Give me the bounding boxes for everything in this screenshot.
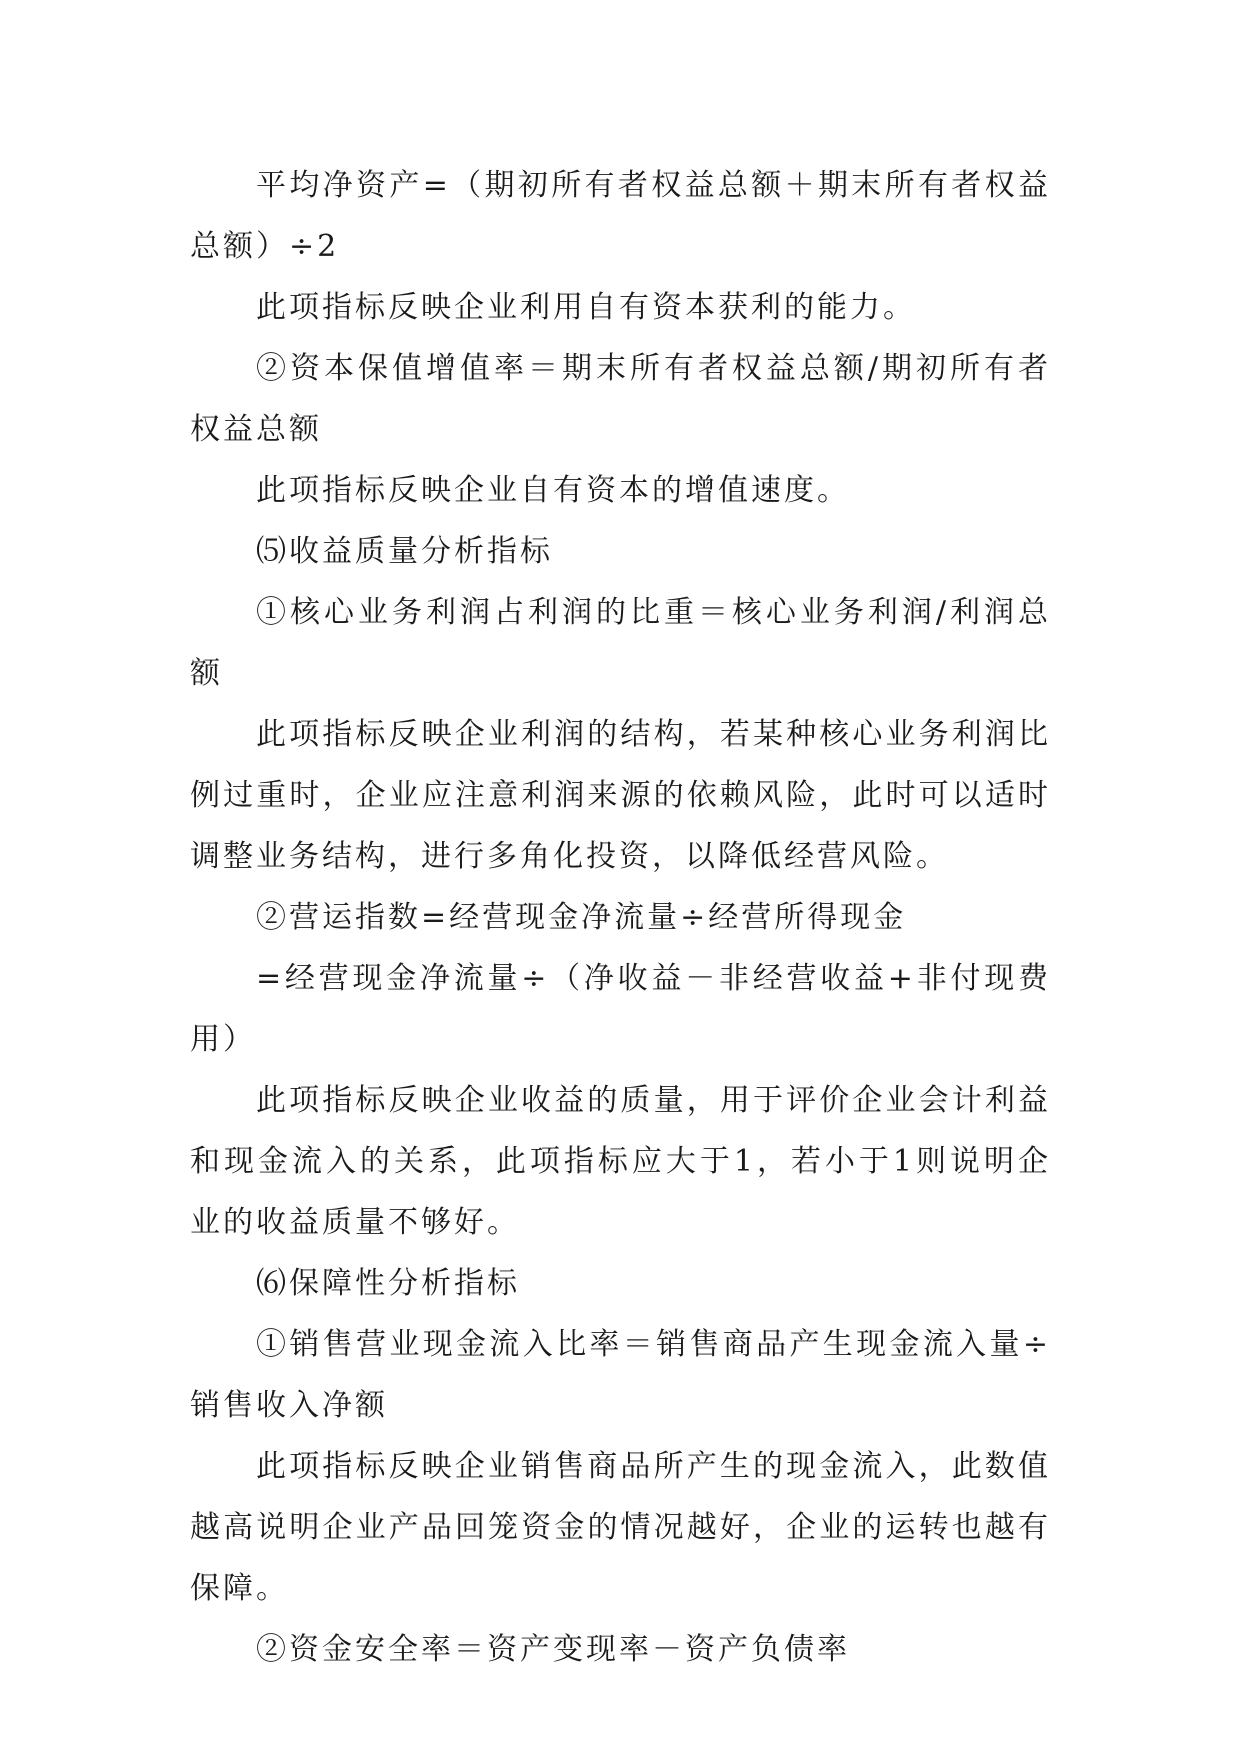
explanation-paragraph: 此项指标反映企业收益的质量，用于评价企业会计利益和现金流入的关系，此项指标应大于1，若小于1则说明企业的收益质量不够好。 [190, 1083, 1051, 1240]
explanation-paragraph: 此项指标反映企业利润的结构，若某种核心业务利润比例过重时，企业应注意利润来源的依赖风险，此时可以适时调整业务结构，进行多角化投资，以降低经营风险。 [190, 717, 1051, 874]
section-heading-earnings-quality: ⑸收益质量分析指标 [256, 534, 553, 569]
formula-fund-safety-rate: ②资金安全率＝资产变现率－资产负债率 [256, 1632, 850, 1667]
formula-average-net-assets: 平均净资产=（期初所有者权益总额＋期末所有者权益总额）÷2 [190, 168, 1051, 264]
formula-core-business-profit-ratio: ①核心业务利润占利润的比重＝核心业务利润/利润总额 [190, 595, 1051, 691]
document-body [190, 155, 1051, 1680]
formula-operating-index: ②营运指数=经营现金净流量÷经营所得现金 [256, 900, 907, 935]
explanation-paragraph: 此项指标反映企业利用自有资本获利的能力。 [256, 290, 916, 325]
explanation-paragraph: 此项指标反映企业销售商品所产生的现金流入，此数值越高说明企业产品回笼资金的情况越好，企业的运转也越有保障。 [190, 1449, 1051, 1606]
formula-sales-cash-inflow-ratio: ①销售营业现金流入比率＝销售商品产生现金流入量÷销售收入净额 [190, 1327, 1051, 1423]
formula-capital-preservation-rate: ②资本保值增值率＝期末所有者权益总额/期初所有者权益总额 [190, 351, 1051, 447]
formula-operating-index-expanded: =经营现金净流量÷（净收益－非经营收益+非付现费用） [190, 961, 1051, 1057]
section-heading-security-analysis: ⑹保障性分析指标 [256, 1266, 520, 1301]
explanation-paragraph: 此项指标反映企业自有资本的增值速度。 [256, 473, 850, 508]
